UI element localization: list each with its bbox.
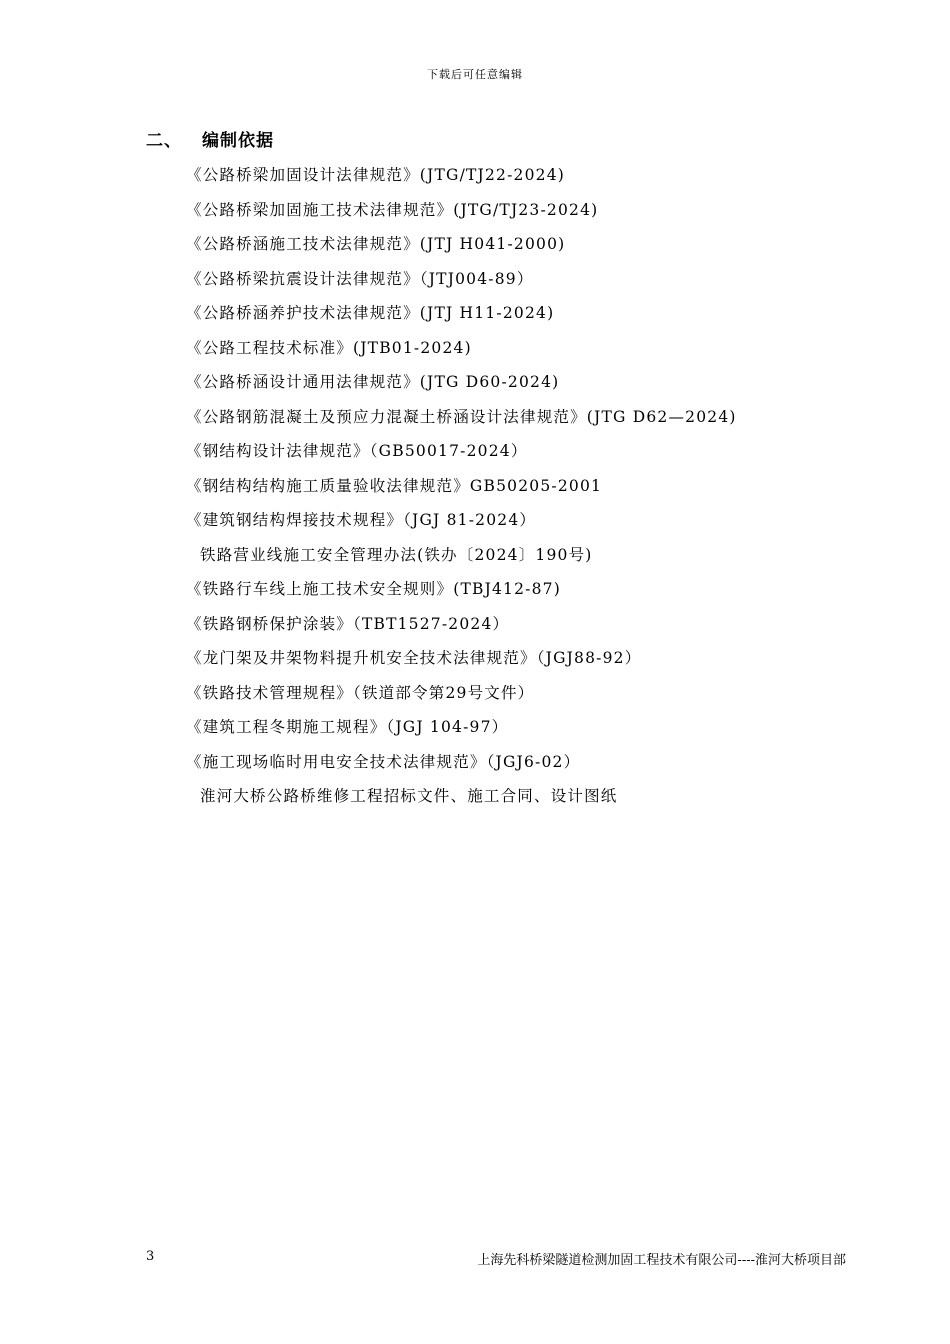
- reference-item: 《建筑钢结构焊接技术规程》（JGJ 81-2024）: [186, 511, 537, 529]
- footer-company: 上海先科桥梁隧道检测加固工程技术有限公司----淮河大桥项目部: [477, 1253, 846, 1268]
- header-note: 下载后可任意编辑: [427, 68, 523, 81]
- reference-item: 铁路营业线施工安全管理办法(铁办〔2024〕190号): [200, 545, 593, 564]
- reference-item: 《钢结构结构施工质量验收法律规范》GB50205-2001: [186, 476, 603, 495]
- reference-item: 《公路工程技术标准》(JTB01-2024): [186, 338, 472, 357]
- reference-item: 淮河大桥公路桥维修工程招标文件、施工合同、设计图纸: [200, 787, 618, 805]
- reference-item: 《铁路行车线上施工技术安全规则》(TBJ412-87): [186, 580, 561, 598]
- reference-item: 《公路桥涵施工技术法律规范》(JTJ H041-2000): [186, 235, 566, 253]
- reference-item: 《公路桥涵养护技术法律规范》(JTJ H11-2024): [186, 304, 555, 322]
- section-title: 编制依据: [202, 131, 274, 151]
- reference-item: 《钢结构设计法律规范》（GB50017-2024）: [186, 442, 528, 460]
- footer-page-number: 3: [146, 1249, 155, 1264]
- reference-item: 《施工现场临时用电安全技术法律规范》（JGJ6-02）: [186, 752, 581, 771]
- reference-list: [186, 158, 737, 814]
- reference-item: 《公路钢筋混凝土及预应力混凝土桥涵设计法律规范》(JTG D62—2024): [186, 407, 737, 426]
- reference-item: 《铁路钢桥保护涂装》（TBT1527-2024）: [186, 614, 510, 633]
- reference-item: 《龙门架及井架物料提升机安全技术法律规范》（JGJ88-92）: [186, 649, 642, 667]
- reference-item: 《公路桥梁抗震设计法律规范》（JTJ004-89）: [186, 269, 534, 288]
- reference-item: 《公路桥梁加固设计法律规范》(JTG/TJ22-2024): [186, 166, 566, 184]
- reference-item: 《公路桥涵设计通用法律规范》(JTG D60-2024): [186, 373, 560, 391]
- reference-item: 《建筑工程冬期施工规程》（JGJ 104-97）: [186, 718, 509, 736]
- reference-item: 《公路桥梁加固施工技术法律规范》(JTG/TJ23-2024): [186, 200, 599, 219]
- section-heading: [146, 126, 274, 151]
- reference-item: 《铁路技术管理规程》（铁道部令第29号文件）: [186, 683, 535, 702]
- section-number: 二、: [146, 131, 182, 151]
